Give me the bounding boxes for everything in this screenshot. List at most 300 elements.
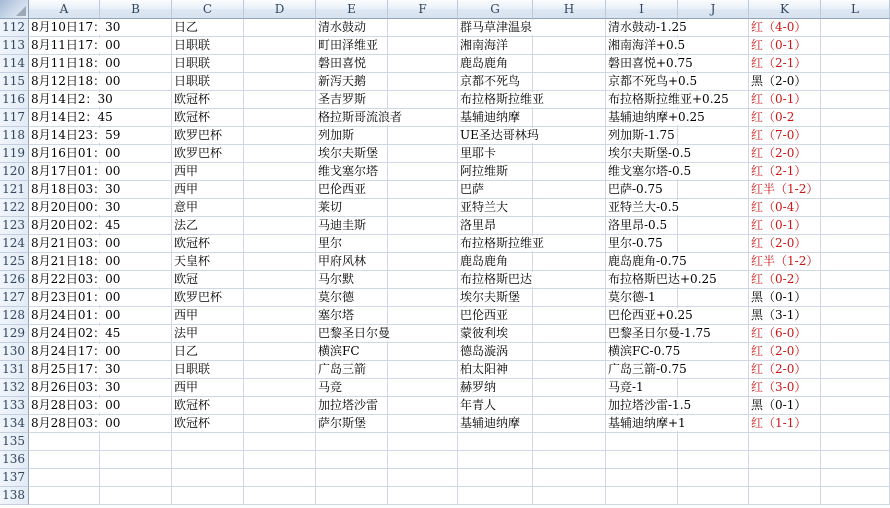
cell-league[interactable] bbox=[172, 307, 244, 325]
cell-league[interactable] bbox=[172, 433, 244, 451]
cell-home-team[interactable] bbox=[316, 343, 388, 361]
row-header[interactable] bbox=[0, 37, 29, 55]
cell-f-empty[interactable] bbox=[388, 253, 458, 271]
cell-h-empty[interactable] bbox=[533, 451, 606, 469]
row-header[interactable] bbox=[0, 145, 29, 163]
cell-l-empty[interactable] bbox=[821, 451, 890, 469]
cell-handicap[interactable] bbox=[606, 361, 687, 379]
cell-h-empty[interactable] bbox=[533, 271, 606, 289]
cell-l-empty[interactable] bbox=[821, 19, 890, 37]
cell-f-empty[interactable] bbox=[388, 451, 458, 469]
cell-league[interactable] bbox=[172, 271, 244, 289]
cell-result[interactable] bbox=[749, 469, 821, 487]
cell-away-team[interactable] bbox=[458, 469, 533, 487]
cell-league[interactable] bbox=[172, 487, 244, 505]
cell-date[interactable] bbox=[29, 145, 121, 163]
cell-away-team[interactable] bbox=[458, 217, 533, 235]
cell-date[interactable] bbox=[29, 91, 113, 109]
cell-league[interactable] bbox=[172, 451, 244, 469]
cell-l-empty[interactable] bbox=[821, 271, 890, 289]
row-header[interactable] bbox=[0, 217, 29, 235]
cell-j-empty[interactable] bbox=[678, 199, 749, 217]
cell-d-empty[interactable] bbox=[244, 163, 316, 181]
cell-d-empty[interactable] bbox=[244, 109, 316, 127]
cell-l-empty[interactable] bbox=[821, 163, 890, 181]
column-header[interactable] bbox=[388, 0, 458, 19]
cell-handicap[interactable] bbox=[606, 19, 687, 37]
cell-h-empty[interactable] bbox=[533, 37, 606, 55]
cell-d-empty[interactable] bbox=[244, 253, 316, 271]
cell-b-empty[interactable] bbox=[100, 487, 172, 505]
cell-d-empty[interactable] bbox=[244, 145, 316, 163]
cell-f-empty[interactable] bbox=[388, 199, 458, 217]
cell-f-empty[interactable] bbox=[388, 289, 458, 307]
cell-date[interactable] bbox=[29, 487, 100, 505]
cell-handicap[interactable] bbox=[606, 217, 678, 235]
cell-l-empty[interactable] bbox=[821, 145, 890, 163]
cell-away-team[interactable] bbox=[458, 397, 533, 415]
cell-result[interactable] bbox=[749, 325, 821, 343]
cell-league[interactable] bbox=[172, 181, 244, 199]
cell-league[interactable] bbox=[172, 73, 244, 91]
cell-date[interactable] bbox=[29, 469, 100, 487]
cell-handicap[interactable] bbox=[606, 109, 705, 127]
cell-result[interactable] bbox=[749, 379, 821, 397]
cell-away-team[interactable] bbox=[458, 37, 533, 55]
cell-h-empty[interactable] bbox=[533, 415, 606, 433]
cell-date[interactable] bbox=[29, 73, 121, 91]
cell-h-empty[interactable] bbox=[533, 361, 606, 379]
cell-home-team[interactable] bbox=[316, 271, 388, 289]
row-header[interactable] bbox=[0, 325, 29, 343]
cell-league[interactable] bbox=[172, 325, 244, 343]
cell-home-team[interactable] bbox=[316, 127, 388, 145]
cell-l-empty[interactable] bbox=[821, 397, 890, 415]
cell-result[interactable] bbox=[749, 397, 821, 415]
cell-away-team[interactable] bbox=[458, 379, 533, 397]
cell-away-team[interactable] bbox=[458, 271, 533, 289]
cell-handicap[interactable] bbox=[606, 451, 678, 469]
select-all-corner[interactable] bbox=[0, 0, 29, 19]
cell-f-empty[interactable] bbox=[388, 325, 458, 343]
cell-home-team[interactable] bbox=[316, 397, 388, 415]
cell-h-empty[interactable] bbox=[533, 469, 606, 487]
cell-j-empty[interactable] bbox=[678, 289, 749, 307]
cell-handicap[interactable] bbox=[606, 469, 678, 487]
cell-f-empty[interactable] bbox=[388, 217, 458, 235]
cell-j-empty[interactable] bbox=[678, 379, 749, 397]
cell-date[interactable] bbox=[29, 55, 121, 73]
cell-j-empty[interactable] bbox=[678, 19, 749, 37]
cell-d-empty[interactable] bbox=[244, 181, 316, 199]
cell-h-empty[interactable] bbox=[533, 253, 606, 271]
cell-away-team[interactable] bbox=[458, 325, 533, 343]
cell-result[interactable] bbox=[749, 451, 821, 469]
cell-l-empty[interactable] bbox=[821, 127, 890, 145]
cell-date[interactable] bbox=[29, 343, 121, 361]
cell-away-team[interactable] bbox=[458, 181, 533, 199]
cell-handicap[interactable] bbox=[606, 163, 692, 181]
cell-away-team[interactable] bbox=[458, 289, 533, 307]
cell-f-empty[interactable] bbox=[388, 19, 458, 37]
cell-date[interactable] bbox=[29, 253, 121, 271]
cell-handicap[interactable] bbox=[606, 397, 692, 415]
cell-result[interactable] bbox=[749, 433, 821, 451]
cell-date[interactable] bbox=[29, 37, 121, 55]
row-header[interactable] bbox=[0, 55, 29, 73]
cell-date[interactable] bbox=[29, 325, 121, 343]
row-header[interactable] bbox=[0, 451, 29, 469]
cell-result[interactable] bbox=[749, 217, 821, 235]
row-header[interactable] bbox=[0, 199, 29, 217]
cell-d-empty[interactable] bbox=[244, 325, 316, 343]
cell-date[interactable] bbox=[29, 271, 121, 289]
cell-handicap[interactable] bbox=[606, 55, 693, 73]
cell-handicap[interactable] bbox=[606, 73, 698, 91]
cell-d-empty[interactable] bbox=[244, 307, 316, 325]
cell-away-team[interactable] bbox=[458, 109, 533, 127]
cell-h-empty[interactable] bbox=[533, 163, 606, 181]
cell-league[interactable] bbox=[172, 361, 244, 379]
cell-home-team[interactable] bbox=[316, 307, 388, 325]
row-header[interactable] bbox=[0, 415, 29, 433]
cell-f-empty[interactable] bbox=[388, 433, 458, 451]
cell-d-empty[interactable] bbox=[244, 343, 316, 361]
cell-l-empty[interactable] bbox=[821, 55, 890, 73]
row-header[interactable] bbox=[0, 379, 29, 397]
cell-result[interactable] bbox=[749, 361, 821, 379]
cell-home-team[interactable] bbox=[316, 415, 388, 433]
cell-l-empty[interactable] bbox=[821, 91, 890, 109]
cell-j-empty[interactable] bbox=[678, 487, 749, 505]
cell-handicap[interactable] bbox=[606, 289, 678, 307]
cell-league[interactable] bbox=[172, 55, 244, 73]
cell-away-team[interactable] bbox=[458, 127, 539, 145]
cell-f-empty[interactable] bbox=[388, 307, 458, 325]
cell-result[interactable] bbox=[749, 307, 821, 325]
cell-b-empty[interactable] bbox=[100, 433, 172, 451]
cell-handicap[interactable] bbox=[606, 379, 678, 397]
cell-date[interactable] bbox=[29, 217, 121, 235]
cell-league[interactable] bbox=[172, 91, 244, 109]
cell-date[interactable] bbox=[29, 109, 113, 127]
cell-d-empty[interactable] bbox=[244, 271, 316, 289]
cell-h-empty[interactable] bbox=[533, 19, 606, 37]
cell-result[interactable] bbox=[749, 19, 821, 37]
cell-league[interactable] bbox=[172, 415, 244, 433]
cell-home-team[interactable] bbox=[316, 361, 388, 379]
cell-f-empty[interactable] bbox=[388, 397, 458, 415]
row-header[interactable] bbox=[0, 397, 29, 415]
cell-h-empty[interactable] bbox=[533, 109, 606, 127]
cell-l-empty[interactable] bbox=[821, 289, 890, 307]
row-header[interactable] bbox=[0, 433, 29, 451]
cell-result[interactable] bbox=[749, 55, 821, 73]
cell-h-empty[interactable] bbox=[533, 379, 606, 397]
column-header[interactable] bbox=[316, 0, 388, 19]
cell-h-empty[interactable] bbox=[533, 487, 606, 505]
cell-home-team[interactable] bbox=[316, 433, 388, 451]
cell-date[interactable] bbox=[29, 397, 121, 415]
cell-j-empty[interactable] bbox=[678, 433, 749, 451]
row-header[interactable] bbox=[0, 343, 29, 361]
cell-league[interactable] bbox=[172, 397, 244, 415]
cell-d-empty[interactable] bbox=[244, 379, 316, 397]
row-header[interactable] bbox=[0, 19, 29, 37]
cell-date[interactable] bbox=[29, 451, 100, 469]
cell-h-empty[interactable] bbox=[533, 307, 606, 325]
cell-j-empty[interactable] bbox=[678, 217, 749, 235]
cell-l-empty[interactable] bbox=[821, 181, 890, 199]
cell-result[interactable] bbox=[749, 199, 821, 217]
cell-date[interactable] bbox=[29, 127, 121, 145]
cell-date[interactable] bbox=[29, 289, 121, 307]
cell-result[interactable] bbox=[749, 109, 821, 127]
cell-handicap[interactable] bbox=[606, 199, 678, 217]
cell-away-team[interactable] bbox=[458, 487, 533, 505]
cell-d-empty[interactable] bbox=[244, 37, 316, 55]
cell-result[interactable] bbox=[749, 37, 821, 55]
cell-j-empty[interactable] bbox=[678, 127, 749, 145]
cell-f-empty[interactable] bbox=[388, 145, 458, 163]
cell-j-empty[interactable] bbox=[678, 469, 749, 487]
cell-l-empty[interactable] bbox=[821, 235, 890, 253]
cell-handicap[interactable] bbox=[606, 343, 681, 361]
cell-d-empty[interactable] bbox=[244, 397, 316, 415]
cell-result[interactable] bbox=[749, 271, 821, 289]
cell-l-empty[interactable] bbox=[821, 379, 890, 397]
cell-j-empty[interactable] bbox=[678, 415, 749, 433]
cell-result[interactable] bbox=[749, 181, 821, 199]
cell-result[interactable] bbox=[749, 415, 821, 433]
cell-home-team[interactable] bbox=[316, 487, 388, 505]
cell-h-empty[interactable] bbox=[533, 73, 606, 91]
cell-d-empty[interactable] bbox=[244, 127, 316, 145]
cell-date[interactable] bbox=[29, 307, 121, 325]
cell-d-empty[interactable] bbox=[244, 73, 316, 91]
cell-handicap[interactable] bbox=[606, 487, 678, 505]
cell-h-empty[interactable] bbox=[533, 289, 606, 307]
row-header[interactable] bbox=[0, 163, 29, 181]
cell-league[interactable] bbox=[172, 253, 244, 271]
cell-away-team[interactable] bbox=[458, 199, 533, 217]
cell-f-empty[interactable] bbox=[388, 235, 458, 253]
cell-l-empty[interactable] bbox=[821, 253, 890, 271]
cell-j-empty[interactable] bbox=[678, 37, 749, 55]
column-header[interactable] bbox=[749, 0, 821, 19]
cell-l-empty[interactable] bbox=[821, 37, 890, 55]
cell-date[interactable] bbox=[29, 19, 121, 37]
cell-l-empty[interactable] bbox=[821, 415, 890, 433]
cell-l-empty[interactable] bbox=[821, 199, 890, 217]
cell-f-empty[interactable] bbox=[388, 181, 458, 199]
cell-league[interactable] bbox=[172, 37, 244, 55]
row-header[interactable] bbox=[0, 361, 29, 379]
cell-date[interactable] bbox=[29, 433, 100, 451]
cell-league[interactable] bbox=[172, 127, 244, 145]
cell-home-team[interactable] bbox=[316, 19, 388, 37]
cell-home-team[interactable] bbox=[316, 469, 388, 487]
cell-league[interactable] bbox=[172, 19, 244, 37]
cell-f-empty[interactable] bbox=[388, 37, 458, 55]
column-header[interactable] bbox=[244, 0, 316, 19]
cell-h-empty[interactable] bbox=[533, 325, 606, 343]
cell-result[interactable] bbox=[749, 289, 821, 307]
cell-league[interactable] bbox=[172, 199, 244, 217]
row-header[interactable] bbox=[0, 73, 29, 91]
cell-d-empty[interactable] bbox=[244, 433, 316, 451]
cell-d-empty[interactable] bbox=[244, 199, 316, 217]
row-header[interactable] bbox=[0, 181, 29, 199]
cell-result[interactable] bbox=[749, 145, 821, 163]
cell-l-empty[interactable] bbox=[821, 73, 890, 91]
cell-f-empty[interactable] bbox=[388, 91, 458, 109]
cell-home-team[interactable] bbox=[316, 145, 388, 163]
cell-away-team[interactable] bbox=[458, 253, 533, 271]
row-header[interactable] bbox=[0, 253, 29, 271]
cell-d-empty[interactable] bbox=[244, 91, 316, 109]
cell-f-empty[interactable] bbox=[388, 73, 458, 91]
cell-d-empty[interactable] bbox=[244, 415, 316, 433]
row-header[interactable] bbox=[0, 307, 29, 325]
cell-b-empty[interactable] bbox=[100, 451, 172, 469]
cell-league[interactable] bbox=[172, 235, 244, 253]
cell-h-empty[interactable] bbox=[533, 55, 606, 73]
cell-h-empty[interactable] bbox=[533, 217, 606, 235]
cell-handicap[interactable] bbox=[606, 37, 686, 55]
row-header[interactable] bbox=[0, 109, 29, 127]
cell-l-empty[interactable] bbox=[821, 469, 890, 487]
cell-date[interactable] bbox=[29, 199, 121, 217]
cell-league[interactable] bbox=[172, 217, 244, 235]
cell-h-empty[interactable] bbox=[533, 145, 606, 163]
cell-f-empty[interactable] bbox=[388, 361, 458, 379]
cell-handicap[interactable] bbox=[606, 181, 678, 199]
cell-away-team[interactable] bbox=[458, 307, 533, 325]
column-header[interactable] bbox=[172, 0, 244, 19]
cell-home-team[interactable] bbox=[316, 289, 388, 307]
cell-j-empty[interactable] bbox=[678, 235, 749, 253]
cell-result[interactable] bbox=[749, 253, 821, 271]
cell-league[interactable] bbox=[172, 163, 244, 181]
cell-handicap[interactable] bbox=[606, 235, 678, 253]
cell-away-team[interactable] bbox=[458, 55, 533, 73]
cell-d-empty[interactable] bbox=[244, 487, 316, 505]
cell-l-empty[interactable] bbox=[821, 325, 890, 343]
cell-league[interactable] bbox=[172, 289, 244, 307]
cell-j-empty[interactable] bbox=[678, 451, 749, 469]
column-header[interactable] bbox=[606, 0, 678, 19]
cell-handicap[interactable] bbox=[606, 433, 678, 451]
cell-d-empty[interactable] bbox=[244, 469, 316, 487]
cell-h-empty[interactable] bbox=[533, 433, 606, 451]
cell-away-team[interactable] bbox=[458, 73, 533, 91]
column-header[interactable] bbox=[100, 0, 172, 19]
row-header[interactable] bbox=[0, 487, 29, 505]
cell-date[interactable] bbox=[29, 163, 121, 181]
cell-date[interactable] bbox=[29, 181, 121, 199]
cell-l-empty[interactable] bbox=[821, 217, 890, 235]
cell-f-empty[interactable] bbox=[388, 343, 458, 361]
cell-d-empty[interactable] bbox=[244, 289, 316, 307]
cell-result[interactable] bbox=[749, 73, 821, 91]
column-header[interactable] bbox=[29, 0, 100, 19]
cell-handicap[interactable] bbox=[606, 271, 717, 289]
cell-home-team[interactable] bbox=[316, 55, 388, 73]
row-header[interactable] bbox=[0, 127, 29, 145]
cell-result[interactable] bbox=[749, 91, 821, 109]
cell-home-team[interactable] bbox=[316, 451, 388, 469]
cell-league[interactable] bbox=[172, 379, 244, 397]
cell-d-empty[interactable] bbox=[244, 217, 316, 235]
cell-handicap[interactable] bbox=[606, 307, 693, 325]
cell-league[interactable] bbox=[172, 109, 244, 127]
cell-away-team[interactable] bbox=[458, 163, 533, 181]
cell-away-team[interactable] bbox=[458, 145, 533, 163]
cell-l-empty[interactable] bbox=[821, 361, 890, 379]
cell-date[interactable] bbox=[29, 235, 121, 253]
cell-j-empty[interactable] bbox=[678, 343, 749, 361]
row-header[interactable] bbox=[0, 271, 29, 289]
cell-result[interactable] bbox=[749, 343, 821, 361]
cell-home-team[interactable] bbox=[316, 217, 388, 235]
cell-away-team[interactable] bbox=[458, 91, 545, 109]
cell-f-empty[interactable] bbox=[388, 271, 458, 289]
column-header[interactable] bbox=[678, 0, 749, 19]
cell-f-empty[interactable] bbox=[388, 487, 458, 505]
cell-l-empty[interactable] bbox=[821, 487, 890, 505]
cell-home-team[interactable] bbox=[316, 379, 388, 397]
cell-l-empty[interactable] bbox=[821, 343, 890, 361]
cell-away-team[interactable] bbox=[458, 235, 545, 253]
cell-f-empty[interactable] bbox=[388, 55, 458, 73]
cell-f-empty[interactable] bbox=[388, 127, 458, 145]
cell-result[interactable] bbox=[749, 235, 821, 253]
cell-away-team[interactable] bbox=[458, 19, 533, 37]
cell-home-team[interactable] bbox=[316, 235, 388, 253]
cell-away-team[interactable] bbox=[458, 433, 533, 451]
cell-home-team[interactable] bbox=[316, 109, 403, 127]
cell-away-team[interactable] bbox=[458, 415, 533, 433]
cell-f-empty[interactable] bbox=[388, 415, 458, 433]
cell-home-team[interactable] bbox=[316, 91, 388, 109]
cell-home-team[interactable] bbox=[316, 163, 388, 181]
cell-result[interactable] bbox=[749, 127, 821, 145]
cell-l-empty[interactable] bbox=[821, 433, 890, 451]
column-header[interactable] bbox=[821, 0, 890, 19]
cell-home-team[interactable] bbox=[316, 199, 388, 217]
cell-d-empty[interactable] bbox=[244, 451, 316, 469]
cell-d-empty[interactable] bbox=[244, 55, 316, 73]
cell-home-team[interactable] bbox=[316, 325, 391, 343]
cell-h-empty[interactable] bbox=[533, 127, 606, 145]
cell-league[interactable] bbox=[172, 343, 244, 361]
cell-h-empty[interactable] bbox=[533, 343, 606, 361]
cell-j-empty[interactable] bbox=[678, 181, 749, 199]
cell-league[interactable] bbox=[172, 145, 244, 163]
cell-b-empty[interactable] bbox=[100, 469, 172, 487]
cell-handicap[interactable] bbox=[606, 415, 686, 433]
cell-date[interactable] bbox=[29, 379, 121, 397]
row-header[interactable] bbox=[0, 235, 29, 253]
cell-home-team[interactable] bbox=[316, 73, 388, 91]
cell-away-team[interactable] bbox=[458, 361, 533, 379]
row-header[interactable] bbox=[0, 469, 29, 487]
cell-handicap[interactable] bbox=[606, 325, 711, 343]
cell-away-team[interactable] bbox=[458, 343, 533, 361]
cell-home-team[interactable] bbox=[316, 253, 388, 271]
row-header[interactable] bbox=[0, 91, 29, 109]
